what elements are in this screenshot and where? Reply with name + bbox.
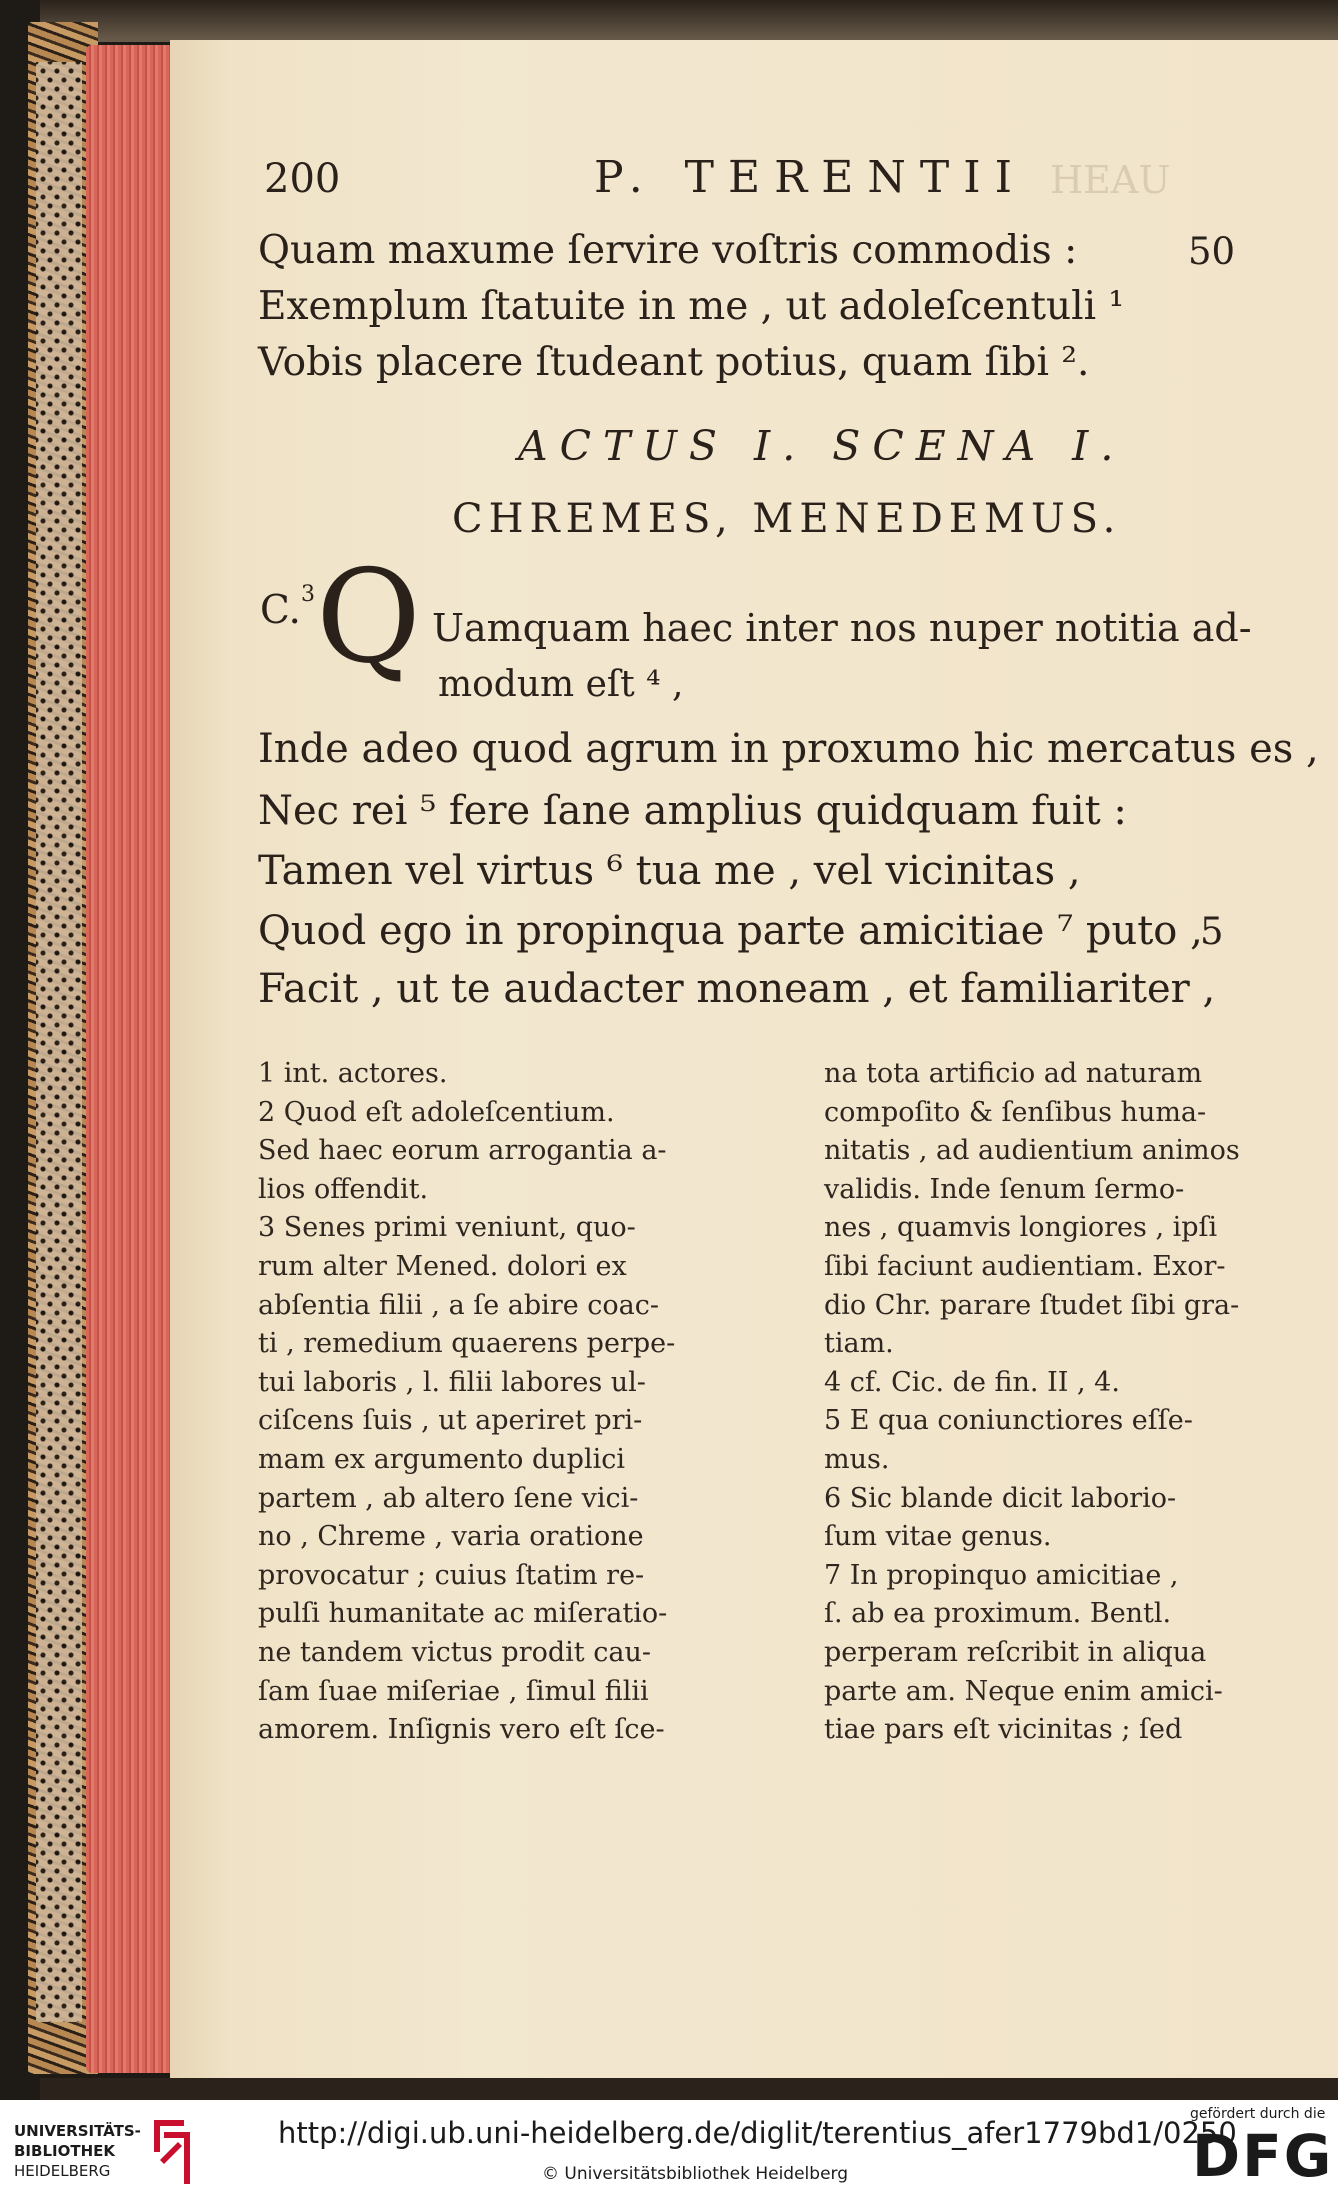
permalink-url[interactable]: http://digi.ub.uni-heidelberg.de/diglit/terentius_afer1779bd1/0250	[278, 2116, 1237, 2150]
footnote-line: ſ. ab ea proximum. Bentl.	[824, 1598, 1172, 1630]
footnote-line: 7 In propinquo amicitiae ,	[824, 1559, 1179, 1591]
footnote-line: ſum vitae genus.	[824, 1521, 1052, 1553]
verse-line: Inde adeo quod agrum in proxumo hic mercatus es ,	[258, 726, 1319, 772]
footnote-line: no , Chreme , varia oratione	[258, 1521, 644, 1553]
footnote-line: amorem. Inſignis vero eſt ſce-	[258, 1714, 665, 1746]
library-name-line2: BIBLIOTHEK	[14, 2142, 115, 2160]
footnote-line: compoſito & ſenſibus huma-	[824, 1096, 1207, 1128]
speaker-label: C.	[260, 588, 301, 633]
verse-line: Exemplum ſtatuite in me , ut adoleſcentuli ¹	[258, 284, 1125, 329]
footnote-line: 3 Senes primi veniunt, quo-	[258, 1212, 636, 1244]
footnote-line: abſentia filii , a ſe abire coac-	[258, 1289, 660, 1321]
verse-line: Quam maxume ſervire voſtris commodis :	[258, 228, 1078, 273]
act-scene-heading: ACTUS I. SCENA I.	[518, 422, 1126, 470]
line-number: 5	[1200, 910, 1224, 953]
book-page	[170, 40, 1338, 2085]
footnote-line: ti , remedium quaerens perpe-	[258, 1328, 676, 1360]
verse-line: Tamen vel virtus ⁶ tua me , vel vicinitas ,	[258, 848, 1081, 894]
footnote-line: rum alter Mened. dolori ex	[258, 1251, 627, 1282]
bleed-through: HEAU	[1050, 158, 1171, 202]
footnote-line: pulſi humanitate ac miſeratio-	[258, 1598, 668, 1630]
dfg-logo: DFG	[1192, 2122, 1334, 2190]
verse-line: Nec rei ⁵ fere ſane amplius quidquam fuit :	[258, 788, 1127, 834]
footnote-line: perperam reſcribit in aliqua	[824, 1637, 1207, 1668]
running-head: P. TERENTII	[594, 152, 1026, 203]
verse-line: Quod ego in propinqua parte amicitiae ⁷ puto ,	[258, 908, 1203, 954]
footnote-line: tiae pars eſt vicinitas ; ſed	[824, 1714, 1183, 1746]
footnote-line: 2 Quod eſt adoleſcentium.	[258, 1096, 615, 1128]
viewer-footer	[0, 2100, 1338, 2205]
footnote-line: dio Chr. parare ſtudet ſibi gra-	[824, 1289, 1240, 1321]
footnote-line: parte am. Neque enim amici-	[824, 1675, 1223, 1707]
footnote-line: lios offendit.	[258, 1173, 429, 1205]
characters-heading: CHREMES, MENEDEMUS.	[452, 496, 1122, 542]
ub-logo-icon	[150, 2112, 194, 2192]
footnote-line: Sed haec eorum arrogantia a-	[258, 1135, 667, 1167]
footnote-line: mam ex argumento duplici	[258, 1444, 625, 1475]
scan-top-shadow	[40, 0, 1338, 42]
funding-label: gefördert durch die	[1190, 2106, 1326, 2122]
footnote-line: mus.	[824, 1444, 890, 1475]
footnote-line: partem , ab altero ſene vici-	[258, 1482, 639, 1514]
page-edges	[86, 45, 182, 2073]
footnote-line: tui laboris , l. filii labores ul-	[258, 1366, 646, 1398]
verse-line: Uamquam haec inter nos nuper notitia ad-	[432, 606, 1252, 650]
copyright-notice: © Universitätsbibliothek Heidelberg	[542, 2164, 849, 2184]
footnote-line: tiam.	[824, 1328, 894, 1360]
line-number: 50	[1188, 230, 1236, 273]
footnote-line: ciſcens ſuis , ut aperiret pri-	[258, 1405, 643, 1437]
verse-line: Facit , ut te audacter moneam , et familiariter ,	[258, 966, 1216, 1012]
footnote-line: provocatur ; cuius ſtatim re-	[258, 1559, 645, 1591]
note-ref: 3	[301, 582, 315, 607]
footnote-line: na tota artificio ad naturam	[824, 1058, 1203, 1089]
footnote-line: 4 cf. Cic. de fin. II , 4.	[824, 1366, 1120, 1398]
verse-line: Vobis placere ſtudeant potius, quam ſibi ².	[258, 340, 1090, 385]
drop-cap: Q	[316, 543, 421, 692]
footnote-line: 5 E qua coniunctiores eſſe-	[824, 1405, 1193, 1437]
scan-bottom-shadow	[40, 2078, 1338, 2100]
footnote-line: 1 int. actores.	[258, 1058, 448, 1089]
footnote-line: ſam ſuae miſeriae , ſimul filii	[258, 1675, 649, 1707]
footnote-line: nitatis , ad audientium animos	[824, 1135, 1240, 1167]
footnote-line: ne tandem victus prodit cau-	[258, 1637, 651, 1668]
verse-line: modum eſt ⁴ ,	[438, 664, 684, 705]
footnote-line: 6 Sic blande dicit laborio-	[824, 1482, 1177, 1514]
footnote-line: nes , quamvis longiores , ipſi	[824, 1212, 1218, 1244]
footnote-line: ſibi faciunt audientiam. Exor-	[824, 1251, 1226, 1282]
library-name-line3: HEIDELBERG	[14, 2162, 111, 2180]
library-name-line1: UNIVERSITÄTS-	[14, 2122, 141, 2140]
footnote-line: validis. Inde ſenum ſermo-	[824, 1173, 1185, 1205]
page-number: 200	[264, 156, 341, 202]
